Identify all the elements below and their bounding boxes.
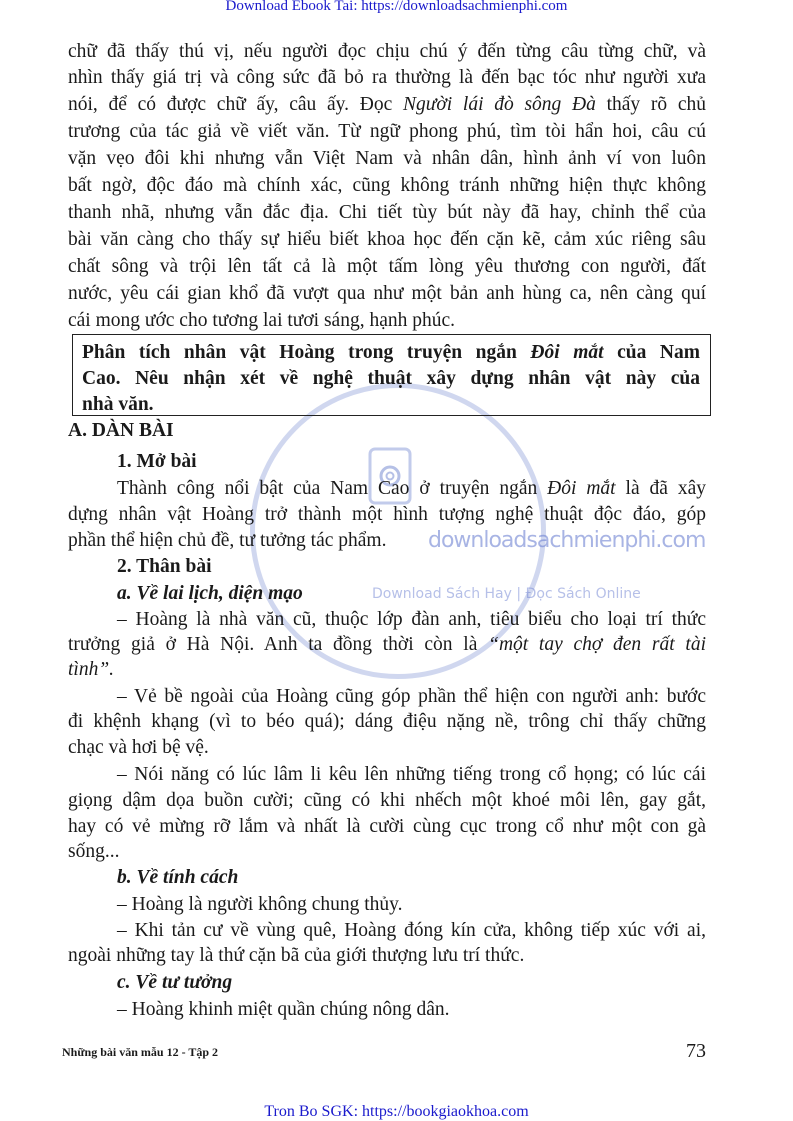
text-line: [68, 502, 706, 528]
text-segment: chất sông và trội lên tất cả là một tấm lòng yêu thương con người, đất: [68, 256, 706, 277]
text-line: [68, 146, 706, 172]
footer-sgk-link[interactable]: Tron Bo SGK: https://bookgiaokhoa.com: [264, 1103, 529, 1120]
text-line: [68, 943, 524, 969]
text-segment: – Khi tản cư về vùng quê, Hoàng đóng kín cửa, không tiếp xúc với ai,: [117, 920, 706, 941]
text-segment: – Hoàng khinh miệt quần chúng nông dân.: [117, 999, 450, 1020]
italic-text: b. Về tính cách: [117, 867, 239, 888]
text-segment: bài văn càng cho thấy sự hiểu biết khoa học đến cặn kẽ, cảm xúc riêng sâu: [68, 229, 706, 250]
text-line: [82, 366, 700, 392]
text-line: [117, 997, 450, 1023]
text-line: [117, 865, 238, 891]
text-line: [68, 709, 706, 735]
text-segment: là đã xây: [615, 478, 707, 499]
text-segment: Cao. Nêu nhận xét về nghệ thuật xây dựng nhân vật này của: [82, 368, 700, 389]
text-line: [68, 814, 706, 840]
italic-text: a. Về lai lịch, diện mạo: [117, 583, 303, 604]
text-line: [117, 892, 403, 918]
text-segment: trương của tác giả về viết văn. Từ ngữ phong phú, tìm tòi hẩn hoi, câu cú: [68, 121, 706, 142]
text-line: [68, 119, 706, 145]
page-number: 73: [686, 1040, 706, 1062]
text-line: [82, 392, 154, 418]
text-segment: Thành công nổi bật của Nam Cao ở truyện ngắn: [117, 478, 548, 499]
text-segment: bất ngờ, độc đáo mà chính xác, cũng không tránh những hiện thực không: [68, 175, 706, 196]
text-line: [68, 839, 119, 865]
text-line: [68, 281, 706, 307]
text-line: [68, 788, 706, 814]
text-segment: chữ đã thấy thú vị, nếu người đọc chịu chú ý đến từng câu từng chữ, và: [68, 41, 706, 62]
text-line: [68, 227, 706, 253]
text-segment: cái mong ước cho tương lai tươi sáng, hạnh phúc.: [68, 310, 456, 331]
text-line: [117, 554, 211, 580]
text-segment: – Nói năng có lúc lâm li kêu lên những tiếng trong cổ họng; có lúc cái: [117, 764, 706, 785]
text-line: [68, 735, 209, 761]
text-segment: hay có vẻ mừng rỡ lắm và nhất là cười cùng cục trong cổ như một con gà: [68, 816, 706, 837]
text-segment: nói, để có được chữ ấy, câu ấy. Đọc: [68, 94, 403, 115]
text-segment: chạc và hơi bệ vệ.: [68, 737, 209, 758]
text-line: [117, 476, 706, 502]
text-segment: vặn vẹo đôi khi nhưng vẫn Việt Nam và nhân dân, hình ảnh ví von luôn: [68, 148, 706, 169]
text-segment: 2. Thân bài: [117, 556, 212, 577]
text-line: [68, 92, 706, 118]
text-line: [68, 173, 706, 199]
text-line: [68, 632, 706, 658]
text-segment: – Hoàng là người không chung thủy.: [117, 894, 403, 915]
italic-text: Người lái đò sông Đà: [402, 94, 596, 115]
text-segment: ngoài những tay là thứ cặn bã của giới thượng lưu trí thức.: [68, 945, 525, 966]
watermark-site-text: downloadsachmienphi.com: [428, 528, 706, 553]
text-segment: phần thể hiện chủ đề, tư tưởng tác phẩm.: [68, 530, 387, 551]
italic-text: Đôi mắt: [530, 342, 604, 363]
italic-text: “một tay chợ đen rất tài: [488, 634, 706, 655]
book-title-footer: Những bài văn mẫu 12 - Tập 2: [62, 1045, 219, 1059]
text-segment: Phân tích nhân vật Hoàng trong truyện ngắn: [82, 342, 531, 363]
text-segment: thấy rõ chủ: [595, 94, 706, 115]
text-line: [117, 762, 706, 788]
text-segment: – Hoàng là nhà văn cũ, thuộc lớp đàn anh, tiêu biểu cho loại trí thức: [117, 609, 706, 630]
header-download-link[interactable]: Download Ebook Tai: https://downloadsachmienphi.com: [225, 0, 568, 14]
text-segment: đi khệnh khạng (vì to béo quá); dáng điệu nặng nề, trông chỉ thấy chững: [68, 711, 706, 732]
text-line: [117, 607, 706, 633]
text-line: [117, 918, 706, 944]
text-line: [68, 657, 114, 683]
text-segment: sống...: [68, 841, 120, 862]
text-line: [68, 418, 174, 444]
text-line: [68, 200, 706, 226]
text-segment: trưởng giả ở Hà Nội. Anh ta đồng thời còn là: [68, 634, 489, 655]
text-segment: giọng dậm dọa buồn cười; cũng có khi nhếch một khoé môi lên, gay gắt,: [68, 790, 706, 811]
text-line: [68, 308, 455, 334]
italic-text: c. Về tư tưởng: [117, 972, 233, 993]
text-line: [117, 684, 706, 710]
watermark-tagline: Download Sách Hay | Đọc Sách Online: [372, 586, 641, 602]
text-line: [68, 528, 386, 554]
text-segment: 1. Mở bài: [117, 451, 197, 472]
text-segment: nhìn thấy giá trị và công sức đã bỏ ra thường là đến bạc tóc như người xưa: [68, 67, 706, 88]
text-segment: dựng nhân vật Hoàng trở thành một hình tượng nghệ thuật độc đáo, góp: [68, 504, 706, 525]
text-line: [68, 65, 706, 91]
italic-text: tình”.: [68, 659, 115, 680]
text-segment: của Nam: [603, 342, 700, 363]
text-line: [82, 340, 700, 366]
text-line: [68, 39, 706, 65]
text-segment: nước, yêu cái gian khổ đã vượt qua như một bản anh hùng ca, nên càng quí: [68, 283, 706, 304]
text-line: [117, 970, 232, 996]
text-segment: nhà văn.: [82, 394, 154, 415]
italic-text: Đôi mắt: [547, 478, 616, 499]
text-line: [117, 581, 303, 607]
text-line: [68, 254, 706, 280]
text-segment: A. DÀN BÀI: [68, 420, 174, 441]
text-line: [117, 449, 197, 475]
text-segment: thanh nhã, nhưng vẫn đắc địa. Chi tiết tùy bút này đã hay, chỉnh thể của: [68, 202, 706, 223]
text-segment: – Vẻ bề ngoài của Hoàng cũng góp phần thể hiện con người anh: bước: [117, 686, 706, 707]
